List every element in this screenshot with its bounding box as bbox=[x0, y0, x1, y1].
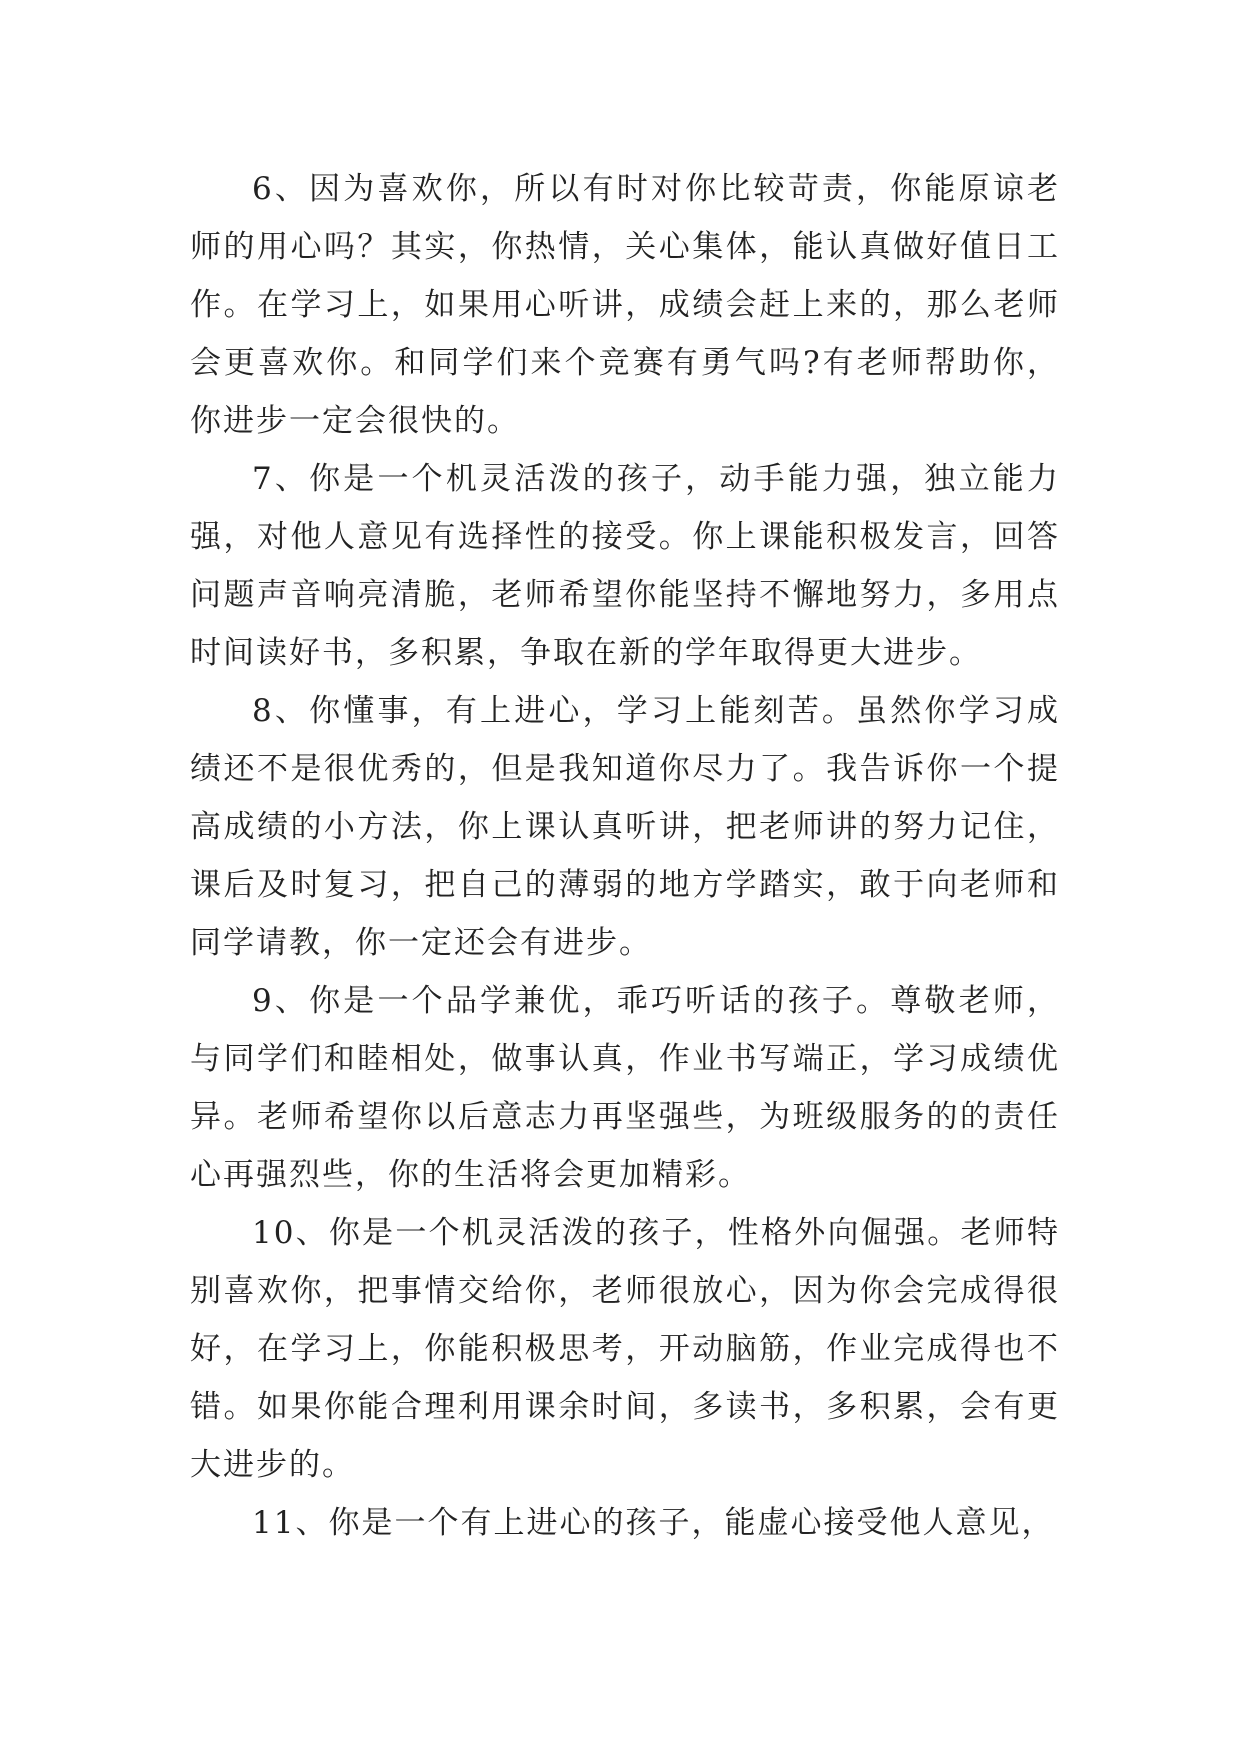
paragraph-9: 9、你是一个品学兼优，乖巧听话的孩子。尊敬老师，与同学们和睦相处，做事认真，作业书写端正，学习成绩优异。老师希望你以后意志力再坚强些，为班级服务的的责任心再强烈些，你的生活将会更加精彩。 bbox=[190, 983, 1060, 1193]
paragraph-7: 7、你是一个机灵活泼的孩子，动手能力强，独立能力强，对他人意见有选择性的接受。你上课能积极发言，回答问题声音响亮清脆，老师希望你能坚持不懈地努力，多用点时间读好书，多积累，争取在新的学年取得更大进步。 bbox=[190, 461, 1060, 671]
document-body bbox=[190, 160, 1060, 1552]
paragraph-6: 6、因为喜欢你，所以有时对你比较苛责，你能原谅老师的用心吗？其实，你热情，关心集体，能认真做好值日工作。在学习上，如果用心听讲，成绩会赶上来的，那么老师会更喜欢你。和同学们来个竞赛有勇气吗?有老师帮助你，你进步一定会很快的。 bbox=[190, 171, 1060, 439]
paragraph-8: 8、你懂事，有上进心，学习上能刻苦。虽然你学习成绩还不是很优秀的，但是我知道你尽力了。我告诉你一个提高成绩的小方法，你上课认真听讲，把老师讲的努力记住，课后及时复习，把自己的薄弱的地方学踏实，敢于向老师和同学请教，你一定还会有进步。 bbox=[190, 693, 1060, 961]
paragraph-11: 11、你是一个有上进心的孩子，能虚心接受他人意见， bbox=[252, 1505, 1055, 1541]
paragraph-10: 10、你是一个机灵活泼的孩子，性格外向倔强。老师特别喜欢你，把事情交给你，老师很放心，因为你会完成得很好，在学习上，你能积极思考，开动脑筋，作业完成得也不错。如果你能合理利用课余时间，多读书，多积累，会有更大进步的。 bbox=[190, 1215, 1060, 1483]
